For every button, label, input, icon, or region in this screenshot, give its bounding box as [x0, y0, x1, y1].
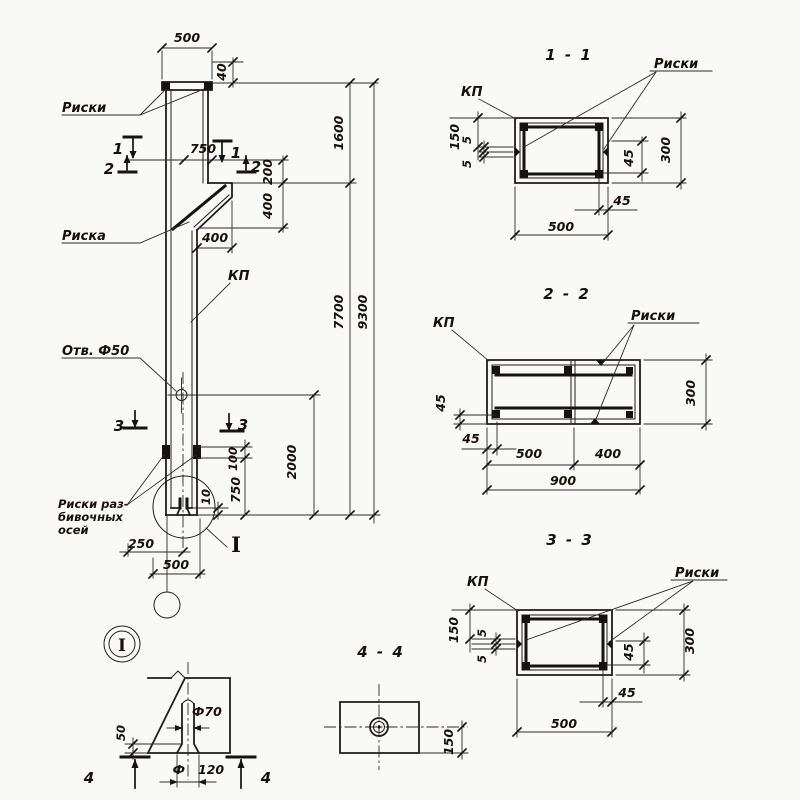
label-axis-marks-2: бивочных — [58, 510, 123, 524]
label-hole-f50: Отв. Ф50 — [62, 344, 130, 359]
dim-corbel-height: 400 — [260, 192, 275, 220]
cut-marks — [104, 137, 261, 435]
cut-mark-2-left: 2 — [103, 160, 115, 178]
dim-45-bottom: 45 — [462, 431, 480, 446]
section-2-2-title: 2 - 2 — [543, 285, 591, 303]
dim-1600: 1600 — [331, 115, 346, 151]
dim-f120-sign: Ф — [172, 762, 185, 777]
dim-7700: 7700 — [331, 294, 346, 330]
dim-500: 500 — [515, 446, 543, 461]
dim-500: 500 — [547, 219, 575, 234]
section-1-1 — [447, 46, 712, 240]
cut-mark-1-right: 1 — [230, 144, 242, 162]
section-2-2-label-kp: КП — [433, 316, 455, 331]
dim-400: 400 — [594, 446, 622, 461]
section-2-2-outline — [487, 360, 640, 424]
section-2-2-label-riski: Риски — [631, 309, 676, 324]
section-3-3-label-riski: Риски — [675, 566, 720, 581]
dim-45-right: 45 — [621, 149, 636, 167]
riska-notch-left — [517, 639, 522, 649]
axis-bubble — [154, 592, 180, 618]
section-1-1-label-kp: КП — [461, 85, 483, 100]
cut-mark-3-left: 3 — [113, 417, 125, 435]
section-3-3-title: 3 - 3 — [546, 531, 594, 549]
detail-I-view — [83, 626, 271, 788]
section-1-1-rebar-cage — [524, 127, 599, 174]
section-2-2-rebar — [496, 375, 631, 408]
dim-2000: 2000 — [284, 444, 299, 480]
dim-5a: 5 — [475, 628, 489, 638]
riska-mark-base-left — [162, 445, 170, 459]
cut-mark-4-right: 4 — [260, 769, 272, 787]
dim-150: 150 — [447, 123, 462, 151]
dim-total-9300: 9300 — [355, 294, 370, 330]
dim-200: 200 — [260, 158, 275, 186]
dim-5a: 5 — [460, 135, 474, 145]
dim-45-right: 45 — [621, 643, 636, 661]
dim-corbel-width: 400 — [201, 230, 229, 245]
detail-ref-letter: I — [231, 532, 241, 557]
section-1-1-label-riski: Риски — [654, 57, 699, 72]
dim-300: 300 — [658, 136, 673, 164]
cut-mark-1-left: 1 — [112, 140, 124, 158]
elevation-view — [58, 30, 380, 618]
dim-plate-40: 40 — [214, 63, 229, 81]
section-4-4 — [324, 643, 468, 770]
dim-50: 50 — [114, 724, 128, 742]
dim-5b: 5 — [460, 159, 474, 169]
dim-f70: Ф70 — [192, 704, 222, 719]
dim-250: 250 — [127, 536, 155, 551]
dim-base-500: 500 — [162, 557, 190, 572]
dim-45-bottom: 45 — [613, 193, 631, 208]
riska-notch-left — [515, 147, 520, 157]
detail-title-letter: I — [118, 636, 126, 656]
dim-100: 100 — [226, 446, 240, 472]
detail-circle — [153, 476, 215, 538]
dim-900: 900 — [549, 473, 577, 488]
dim-500: 500 — [550, 716, 578, 731]
section-2-2 — [433, 285, 712, 494]
label-riski-top: Риски — [62, 101, 107, 116]
dim-150: 150 — [446, 616, 461, 644]
detail-leader — [206, 528, 227, 547]
dim-10: 10 — [199, 488, 213, 506]
section-1-1-title: 1 - 1 — [545, 46, 593, 64]
riska-notch-right — [603, 147, 608, 157]
label-axis-marks-3: осей — [58, 523, 89, 537]
dim-300: 300 — [683, 379, 698, 407]
dim-300: 300 — [682, 627, 697, 655]
riska-mark-top-right — [204, 82, 212, 90]
dim-750-top: 750 — [189, 141, 217, 156]
dim-45-bottom: 45 — [618, 685, 636, 700]
section-3-3-label-kp: КП — [467, 575, 489, 590]
cut-mark-4-left: 4 — [83, 769, 95, 787]
dim-top-width: 500 — [173, 30, 201, 45]
section-4-4-centerlines — [324, 684, 468, 770]
dim-750-base: 750 — [228, 476, 243, 504]
label-kp: КП — [228, 269, 250, 284]
dim-150: 150 — [441, 728, 456, 756]
label-axis-marks-1: Риски раз- — [58, 497, 129, 511]
cut-mark-3-right: 3 — [237, 416, 249, 434]
section-3-3 — [446, 531, 727, 737]
dim-5b: 5 — [475, 654, 489, 664]
section-4-4-title: 4 - 4 — [357, 643, 405, 661]
dim-45-left: 45 — [433, 394, 448, 412]
dim-f120-value: 120 — [198, 762, 225, 777]
label-riska: Риска — [62, 229, 106, 244]
cut-mark-2-right: 2 — [250, 158, 262, 176]
